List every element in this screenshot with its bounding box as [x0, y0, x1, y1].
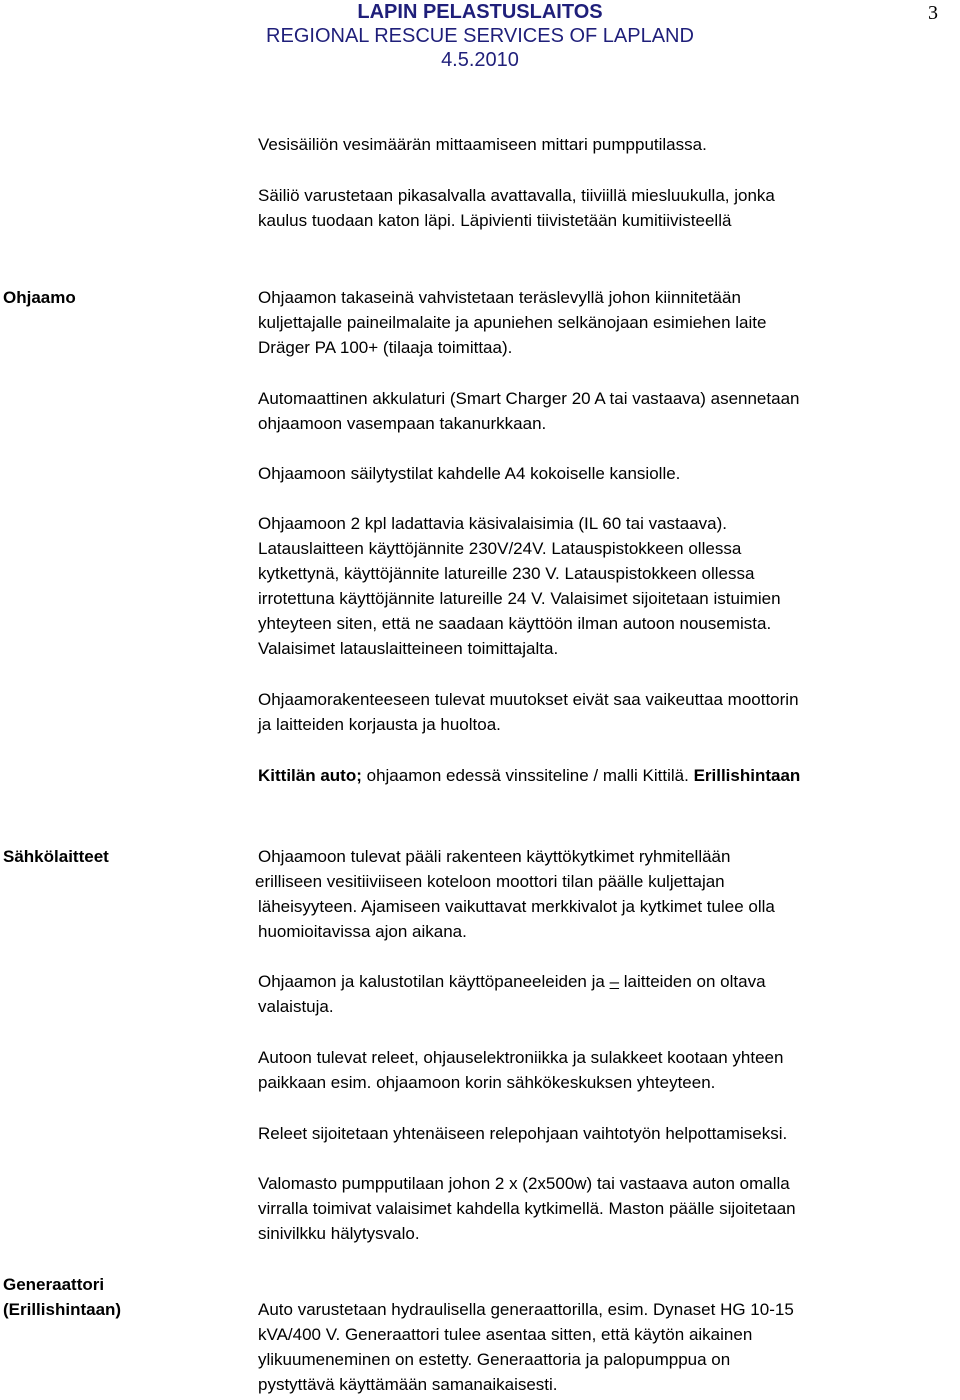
- ohjaamo-p4-line-2: Latauslaitteen käyttöjännite 230V/24V. Latauspistokkeen ollessa: [258, 539, 742, 558]
- intro-paragraph-1: Vesisäiliön vesimäärän mittaamiseen mittari pumpputilassa.: [258, 135, 707, 154]
- intro-paragraph-2-line-1: Säiliö varustetaan pikasalvalla avattavalla, tiiviillä miesluukulla, jonka: [258, 186, 775, 205]
- ohjaamo-p3: Ohjaamoon säilytystilat kahdelle A4 kokoiselle kansiolle.: [258, 464, 681, 483]
- sahko-p5-line-3: sinivilkku hälytysvalo.: [258, 1224, 420, 1243]
- generaattori-p1-line-4: pystyttävä käyttämään samanaikaisesti.: [258, 1375, 558, 1394]
- sahko-p2-text-a: Ohjaamon ja kalustotilan käyttöpaneeleiden ja: [258, 972, 610, 991]
- ohjaamo-p2-line-2: ohjaamoon vasempaan takanurkkaan.: [258, 414, 547, 433]
- intro-paragraph-2-line-2: kaulus tuodaan katon läpi. Läpivienti tiivistetään kumitiivisteellä: [258, 211, 732, 230]
- sahko-p2-line-1: [258, 969, 766, 994]
- kittila-auto-text: ohjaamon edessä vinssiteline / malli Kittilä.: [361, 766, 694, 785]
- kittila-auto-label: Kittilän auto;: [258, 766, 362, 785]
- ohjaamo-p4-line-4: irrotettuna käyttöjännite latureille 24 V. Valaisimet sijoitetaan istuimien: [258, 589, 781, 608]
- ohjaamo-p4-line-1: Ohjaamoon 2 kpl ladattavia käsivalaisimia (IL 60 tai vastaava).: [258, 514, 727, 533]
- organization-name-finnish: LAPIN PELASTUSLAITOS: [357, 1, 603, 23]
- sahko-p5-line-1: Valomasto pumpputilaan johon 2 x (2x500w) tai vastaava auton omalla: [258, 1174, 790, 1193]
- ohjaamo-p1-line-2: kuljettajalle paineilmalaite ja apuniehen selkänojaan esimiehen laite: [258, 313, 767, 332]
- sahko-p2-dash: –: [609, 972, 620, 991]
- generaattori-p1-line-2: kVA/400 V. Generaattori tulee asentaa sitten, että käytön aikainen: [258, 1325, 753, 1344]
- ohjaamo-p6: [258, 763, 800, 788]
- ohjaamo-p5-line-2: ja laitteiden korjausta ja huoltoa.: [258, 715, 501, 734]
- ohjaamo-p1-line-1: Ohjaamon takaseinä vahvistetaan teräslevyllä johon kiinnitetään: [258, 288, 741, 307]
- page-number: 3: [928, 2, 938, 24]
- sahko-p5-line-2: virralla toimivat valaisimet kahdella kytkimellä. Maston päälle sijoitetaan: [258, 1199, 796, 1218]
- sahko-p1-line-4: huomioitavissa ajon aikana.: [258, 922, 467, 941]
- sahko-p1-line-1: Ohjaamoon tulevat pääli rakenteen käyttökytkimet ryhmitellään: [258, 847, 731, 866]
- sahko-p3-line-1: Autoon tulevat releet, ohjauselektroniikka ja sulakkeet kootaan yhteen: [258, 1048, 784, 1067]
- ohjaamo-p2-line-1: Automaattinen akkulaturi (Smart Charger 20 A tai vastaava) asennetaan: [258, 389, 800, 408]
- sahko-p2-text-c: laitteiden on oltava: [619, 972, 766, 991]
- ohjaamo-p1-line-3: Dräger PA 100+ (tilaaja toimittaa).: [258, 338, 513, 357]
- ohjaamo-p5-line-1: Ohjaamorakenteeseen tulevat muutokset eivät saa vaikeuttaa moottorin: [258, 690, 799, 709]
- section-label-erillishintaan: (Erillishintaan): [3, 1300, 122, 1319]
- page-header: [0, 0, 960, 72]
- document-date: 4.5.2010: [441, 49, 519, 71]
- generaattori-p1-line-3: ylikuumeneminen on estetty. Generaattoria ja palopumppua on: [258, 1350, 731, 1369]
- organization-name-english: REGIONAL RESCUE SERVICES OF LAPLAND: [266, 25, 694, 47]
- ohjaamo-p4-line-6: Valaisimet latauslaitteineen toimittajalta.: [258, 639, 559, 658]
- sahko-p4: Releet sijoitetaan yhtenäiseen relepohjaan vaihtotyön helpottamiseksi.: [258, 1124, 788, 1143]
- ohjaamo-p4-line-5: yhteyteen siten, että ne saadaan käyttöön ilman autoon nousemista.: [258, 614, 772, 633]
- ohjaamo-p4-line-3: kytkettynä, käyttöjännite latureille 230 V. Latauspistokkeen ollessa: [258, 564, 755, 583]
- section-label-generaattori: Generaattori: [3, 1275, 105, 1294]
- separate-price-label: Erillishintaan: [693, 766, 801, 785]
- sahko-p3-line-2: paikkaan esim. ohjaamoon korin sähkökeskuksen yhteyteen.: [258, 1073, 716, 1092]
- section-label-sahkolaitteet: Sähkölaitteet: [3, 847, 109, 866]
- section-label-ohjaamo: Ohjaamo: [3, 288, 76, 307]
- generaattori-p1-line-1: Auto varustetaan hydraulisella generaattorilla, esim. Dynaset HG 10-15: [258, 1300, 794, 1319]
- sahko-p1-line-2: erilliseen vesitiiviiseen koteloon moottori tilan päälle kuljettajan: [255, 872, 725, 891]
- sahko-p2-line-2: valaistuja.: [258, 997, 334, 1016]
- sahko-p1-line-3: läheisyyteen. Ajamiseen vaikuttavat merkkivalot ja kytkimet tulee olla: [258, 897, 775, 916]
